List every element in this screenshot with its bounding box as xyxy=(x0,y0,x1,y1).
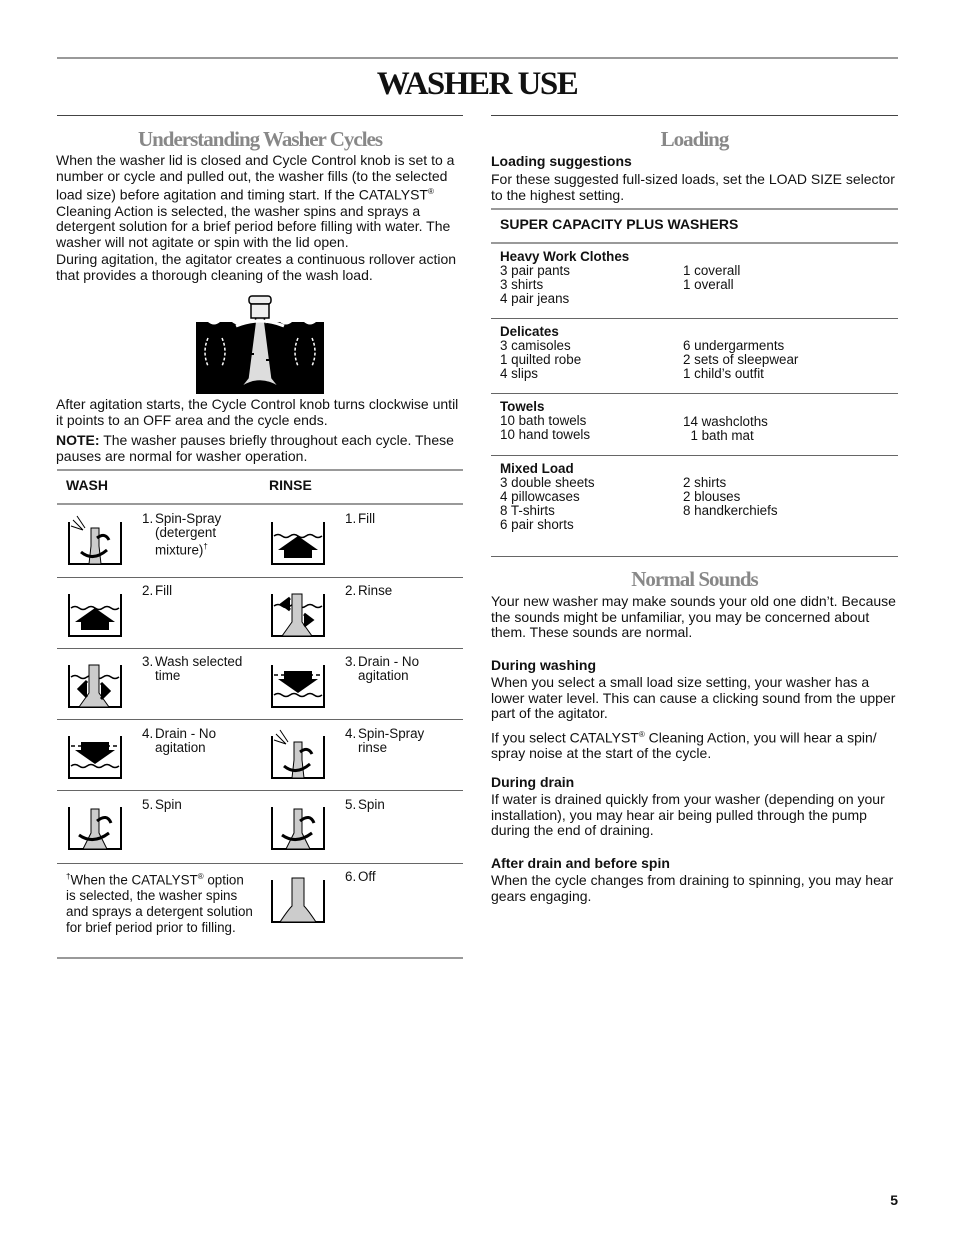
page-title: WASHER USE xyxy=(376,66,578,102)
cycle-row-divider xyxy=(57,863,463,864)
load-group-divider xyxy=(491,455,898,456)
load-table-bottom-rule xyxy=(491,556,898,557)
during-washing-heading: During washing xyxy=(491,657,596,673)
load-group-delicates-right: 6 undergarments 2 sets of sleepwear 1 child’s outfit xyxy=(683,338,799,381)
cycle-row-divider xyxy=(57,790,463,791)
wash-agitate-icon xyxy=(67,655,123,711)
cycle-row-divider xyxy=(57,648,463,649)
loading-suggestions-heading: Loading suggestions xyxy=(491,153,632,169)
after-drain-text: When the cycle changes from draining to spinning, you may hear gears engaging. xyxy=(491,872,894,904)
cycles-paragraph-3: After agitation starts, the Cycle Control knob turns clockwise until it points to an OFF area and the cycle ends. xyxy=(56,396,459,428)
cycles-heading: Understanding Washer Cycles xyxy=(137,127,383,151)
load-group-mixed-right: 2 shirts 2 blouses 8 handkerchiefs xyxy=(683,475,778,518)
load-group-delicates: Delicates 3 camisoles 1 quilted robe 4 slips xyxy=(500,324,582,381)
fill-icon xyxy=(67,584,123,640)
load-group-towels: Towels 10 bath towels 10 hand towels xyxy=(500,399,591,442)
spin-spray-icon xyxy=(67,512,123,568)
catalyst-footnote: †When the CATALYST® option is selected, the washer spins and sprays a detergent solution for brief period prior to filling. xyxy=(66,872,253,935)
rinse-step-5: 5. Spin xyxy=(345,797,385,812)
load-group-heavy-work-right: 1 coverall 1 overall xyxy=(683,263,741,292)
load-group-divider xyxy=(491,318,898,319)
wash-column-header: WASH xyxy=(66,477,108,493)
after-drain-heading: After drain and before spin xyxy=(491,855,670,871)
load-table-header-rule xyxy=(491,242,898,244)
load-group-towels-right: 14 washcloths 1 bath mat xyxy=(683,414,768,443)
wash-step-5: 5. Spin xyxy=(142,797,182,812)
during-drain-text: If water is drained quickly from your washer (depending on your installation), you may hear air being pulled through the pump during the end of draining. xyxy=(491,791,885,839)
spin-icon xyxy=(67,797,123,853)
cycle-table-bottom-rule xyxy=(57,957,463,959)
loading-suggestions-text: For these suggested full-sized loads, set the LOAD SIZE selector to the highest setting. xyxy=(491,171,895,203)
cycle-row-divider xyxy=(57,719,463,720)
during-washing-text: When you select a small load size setting, your washer has a lower water level. This can cause a clicking sound from the upper part of the agitator. xyxy=(491,674,896,722)
left-column-rule xyxy=(57,115,463,116)
cycle-table-header-rule xyxy=(57,503,463,505)
load-group-divider xyxy=(491,393,898,394)
wash-step-2: 2. Fill xyxy=(142,583,173,598)
load-group-heavy-work: Heavy Work Clothes 3 pair pants 3 shirts 4 pair jeans xyxy=(500,249,630,306)
cycle-table-top-rule xyxy=(57,469,463,471)
rinse-step-1: 1. Fill xyxy=(345,511,376,526)
wash-step-1: 1. Spin-Spray (detergent mixture)† xyxy=(142,511,222,558)
off-agitator-icon xyxy=(270,870,326,926)
during-drain-heading: During drain xyxy=(491,774,575,790)
catalyst-noise-text: If you select CATALYST® Cleaning Action, you will hear a spin/ spray noise at the start of the cycle. xyxy=(491,729,877,762)
rinse-step-2: 2. Rinse xyxy=(345,583,393,598)
cycles-paragraph-1: When the washer lid is closed and Cycle Control knob is set to a number or cycle and pulled out, the washer fills (to the selected load size) before agitation and timing start. If the CATALYST® Cleaning Action is selected, the washer spins and sprays a detergent solution for a brief period before filling with water. The washer will not agitate or spin with the lid open. xyxy=(56,152,455,251)
drain-icon xyxy=(270,655,326,711)
spin-icon xyxy=(270,797,326,853)
cycle-row-divider xyxy=(57,577,463,578)
wash-step-4: 4. Drain - No agitation xyxy=(142,726,217,755)
load-group-mixed: Mixed Load 3 double sheets 4 pillowcases 8 T-shirts 6 pair shorts xyxy=(500,461,595,532)
rinse-agitate-icon xyxy=(270,584,326,640)
top-rule xyxy=(57,57,898,59)
drain-icon xyxy=(67,726,123,782)
cycles-paragraph-2: During agitation, the agitator creates a continuous rollover action that provides a thorough cleaning of the wash load. xyxy=(56,251,457,283)
loading-heading: Loading xyxy=(660,127,729,151)
rinse-step-3: 3. Drain - No agitation xyxy=(345,654,420,683)
right-column-rule xyxy=(491,115,898,116)
load-table-top-rule xyxy=(491,208,898,210)
load-table-title: SUPER CAPACITY PLUS WASHERS xyxy=(500,216,739,232)
page-number: 5 xyxy=(890,1192,898,1208)
agitator-illustration xyxy=(196,294,324,394)
fill-icon xyxy=(270,512,326,568)
rinse-column-header: RINSE xyxy=(269,477,312,493)
cycles-note: NOTE: The washer pauses briefly throughout each cycle. These pauses are normal for washer operation. xyxy=(56,432,454,464)
sounds-intro: Your new washer may make sounds your old one didn’t. Because the sounds might be unfamiliar, you may be concerned about them. These sounds are normal. xyxy=(491,593,896,641)
rinse-step-4: 4. Spin-Spray rinse xyxy=(345,726,425,755)
wash-step-3: 3. Wash selected time xyxy=(142,654,243,683)
rinse-step-6: 6. Off xyxy=(345,869,376,884)
spin-spray-icon xyxy=(270,726,326,782)
sounds-heading: Normal Sounds xyxy=(631,567,758,591)
